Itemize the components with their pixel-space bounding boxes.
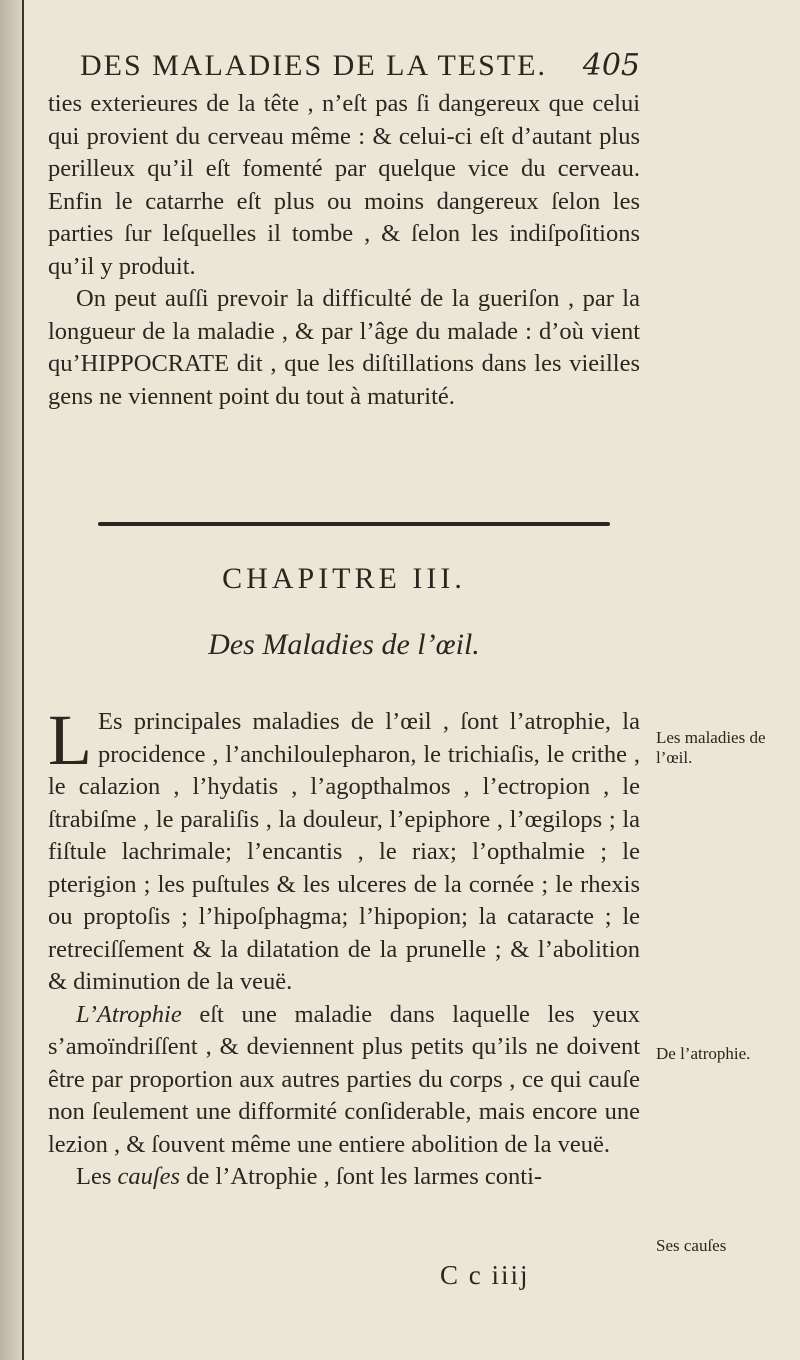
margin-note-causes: Ses cauſes bbox=[656, 1236, 727, 1255]
term-atrophie: L’Atrophie bbox=[76, 1000, 182, 1028]
chapter-text bbox=[48, 700, 640, 1194]
margin-note-maladies: Les maladies de l’œil. bbox=[656, 728, 766, 767]
chapter-heading: CHAPITRE III. bbox=[222, 562, 466, 595]
paragraph-start: Les bbox=[76, 1163, 118, 1190]
book-gutter bbox=[0, 0, 22, 1360]
paragraph-text: de l’Atrophie , ſont les larmes conti- bbox=[180, 1163, 543, 1190]
signature-mark: C c iiij bbox=[440, 1260, 530, 1290]
term-causes: cauſes bbox=[117, 1163, 181, 1190]
paragraph-text: Es principales maladies de l’œil , ſont l’atrophie, la procidence , l’anchiloulepharon, le trichiaſis, le crithe , le calazion , l’hydatis , l’agopthalmos , l’ectropion , le ſtrabiſme , le paraliſis , la douleur, l’epiphore , l’œgilops ; la fiſtule lachrimale; l’encantis , le riax; l’opthalmie ; le pterigion ; les puſtules & les ulceres de la cornée ; le rhexis ou proptoſis ; l’hipoſphagma; l’hipopion; la cataracte ; le retreciſſement & la dilatation de la prunelle ; & l’abolition & diminution de la veuë. bbox=[48, 708, 640, 995]
margin-note-atrophie: De l’atrophie. bbox=[656, 1044, 751, 1063]
paragraph-text: eſt une maladie dans laquelle les yeux s’amoïndriſſent , & deviennent plus petits qu’ils ne doivent être par proportion aux autres parties du corps , ce qui cauſe non ſeulement une difformité conſiderable, mais encore une lezion , & ſouvent même une entiere abolition de la veuë. bbox=[48, 1000, 640, 1158]
page-number: 405 bbox=[582, 48, 640, 83]
chapter-title: Des Maladies de l’œil. bbox=[208, 628, 480, 661]
paragraph: On peut auſſi prevoir la difficulté de la gueriſon , par la longueur de la maladie , & par l’âge du malade : d’où vient qu’HIPPOCRATE dit , que les diſtillations dans les vieilles gens ne viennent point du tout à maturité. bbox=[48, 285, 640, 410]
paragraph: ties exterieures de la tête , n’eſt pas ſi dangereux que celui qui provient du cerveau même : & celui-ci eſt d’autant plus perilleux qu’il eſt fomenté par quelque vice du cerveau. Enfin le catarrhe eſt plus ou moins dangereux ſelon les parties ſur leſquelles il tombe , & ſelon les indiſpoſitions qu’il y produit. bbox=[48, 90, 640, 280]
paragraph bbox=[48, 1161, 640, 1194]
drop-cap: L bbox=[48, 700, 92, 780]
paragraph bbox=[48, 999, 640, 1162]
paragraph bbox=[48, 700, 640, 999]
page-header bbox=[80, 48, 640, 83]
intro-text bbox=[48, 88, 640, 413]
section-divider bbox=[98, 522, 610, 526]
running-head: DES MALADIES DE LA TESTE. bbox=[80, 49, 547, 82]
